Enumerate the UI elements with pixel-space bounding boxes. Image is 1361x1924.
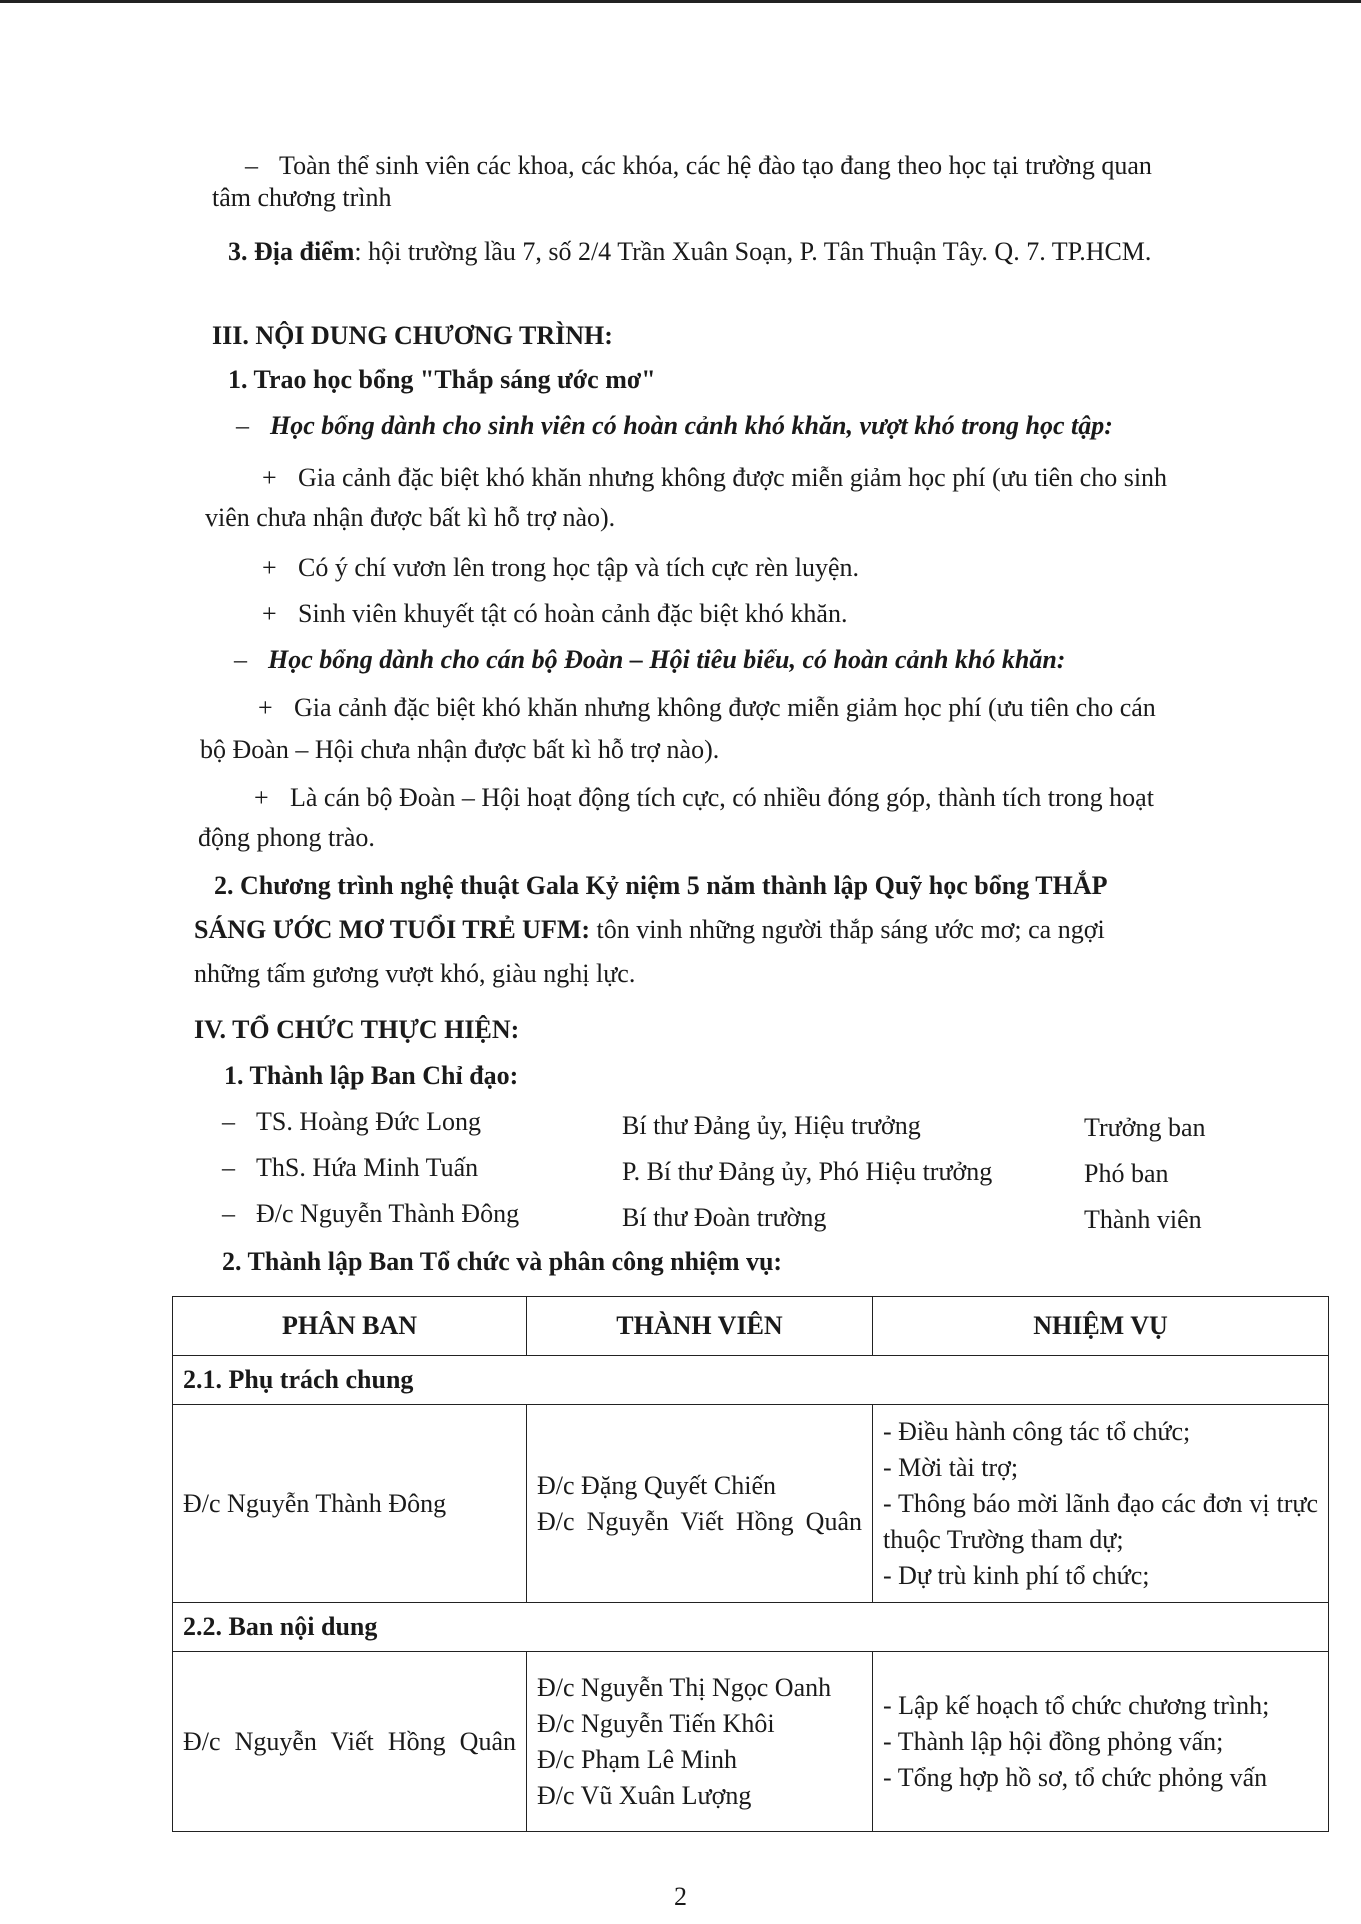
- table-row: [173, 1652, 1329, 1832]
- location-line: 3. Địa điểm: hội trường lầu 7, số 2/4 Trần Xuân Soạn, P. Tân Thuận Tây. Q. 7. TP.HCM.: [228, 237, 1152, 266]
- steering-member-position: P. Bí thư Đảng ủy, Phó Hiệu trưởng: [622, 1157, 993, 1186]
- member-item: Đ/c Nguyễn Thị Ngọc Oanh: [537, 1672, 832, 1702]
- steering-member-role: Thành viên: [1084, 1205, 1202, 1234]
- section-4-heading: IV. TỔ CHỨC THỰC HIỆN:: [194, 1015, 520, 1044]
- task-item: - Dự trù kinh phí tổ chức;: [883, 1560, 1150, 1590]
- item-2-line-cont: những tấm gương vượt khó, giàu nghị lực.: [194, 959, 636, 988]
- member-item: Đ/c Vũ Xuân Lượng: [537, 1780, 752, 1810]
- member-list: [527, 1652, 873, 1832]
- member-item: Đ/c Nguyễn Tiến Khôi: [537, 1708, 775, 1738]
- member-item: Đ/c Đặng Quyết Chiến: [537, 1470, 777, 1500]
- steering-member-position: Bí thư Đảng ủy, Hiệu trưởng: [622, 1111, 921, 1140]
- table-section-row: [173, 1356, 1329, 1405]
- steering-member-role: Trưởng ban: [1084, 1113, 1206, 1142]
- organizing-committee-title: 2. Thành lập Ban Tổ chức và phân công nhiệm vụ:: [222, 1247, 783, 1276]
- member-item: Đ/c Phạm Lê Minh: [537, 1744, 738, 1774]
- criteria-item: + Là cán bộ Đoàn – Hội hoạt động tích cực, có nhiều đóng góp, thành tích trong hoạt: [254, 783, 1154, 812]
- division-lead: Đ/c Nguyễn Thành Đông: [173, 1405, 527, 1603]
- table-row: [173, 1405, 1329, 1603]
- scan-top-border: [0, 0, 1361, 3]
- criteria-item: + Gia cảnh đặc biệt khó khăn nhưng không được miễn giảm học phí (ưu tiên cho cán: [258, 693, 1156, 722]
- task-assignment-table: [172, 1296, 1329, 1832]
- criteria-item-cont: bộ Đoàn – Hội chưa nhận được bất kì hỗ trợ nào).: [200, 735, 720, 764]
- item-2-line: SÁNG ƯỚC MƠ TUỔI TRẺ UFM: tôn vinh những người thắp sáng ước mơ; ca ngợi: [194, 915, 1105, 944]
- scholarship-cadre-title: – Học bổng dành cho cán bộ Đoàn – Hội tiêu biểu, có hoàn cảnh khó khăn:: [234, 645, 1066, 674]
- steering-member-position: Bí thư Đoàn trường: [622, 1203, 827, 1232]
- criteria-item: + Sinh viên khuyết tật có hoàn cảnh đặc biệt khó khăn.: [262, 599, 848, 628]
- page-number: 2: [674, 1882, 687, 1911]
- table-section-row: [173, 1603, 1329, 1652]
- col-header-members: THÀNH VIÊN: [527, 1297, 873, 1356]
- table-header-row: [173, 1297, 1329, 1356]
- section-3-heading: III. NỘI DUNG CHƯƠNG TRÌNH:: [212, 321, 613, 350]
- section-label: 2.1. Phụ trách chung: [173, 1356, 1329, 1405]
- section-label: 2.2. Ban nội dung: [173, 1603, 1329, 1652]
- steering-member-name: – Đ/c Nguyễn Thành Đông: [222, 1199, 520, 1228]
- division-lead: Đ/c Nguyễn Viết Hồng Quân: [173, 1652, 527, 1832]
- criteria-item-cont: động phong trào.: [198, 823, 375, 852]
- criteria-item: + Gia cảnh đặc biệt khó khăn nhưng không được miễn giảm học phí (ưu tiên cho sinh: [262, 463, 1168, 492]
- col-header-tasks: NHIỆM VỤ: [873, 1297, 1329, 1356]
- task-item: - Tổng hợp hồ sơ, tổ chức phỏng vấn: [883, 1762, 1268, 1792]
- scholarship-student-title: – Học bổng dành cho sinh viên có hoàn cảnh khó khăn, vượt khó trong học tập:: [236, 411, 1113, 440]
- criteria-item-cont: viên chưa nhận được bất kì hỗ trợ nào).: [205, 503, 616, 532]
- task-item: - Thông báo mời lãnh đạo các đơn vị trực thuộc Trường tham dự;: [883, 1488, 1318, 1554]
- item-2-title: 2. Chương trình nghệ thuật Gala Kỷ niệm 5 năm thành lập Quỹ học bổng THẮP: [214, 871, 1108, 900]
- task-list: [873, 1652, 1329, 1832]
- task-item: - Mời tài trợ;: [883, 1452, 1019, 1482]
- member-list: [527, 1405, 873, 1603]
- criteria-item: + Có ý chí vươn lên trong học tập và tích cực rèn luyện.: [262, 553, 860, 582]
- steering-member-name: – ThS. Hứa Minh Tuấn: [222, 1153, 479, 1182]
- steering-member-name: – TS. Hoàng Đức Long: [222, 1107, 481, 1136]
- task-item: - Thành lập hội đồng phỏng vấn;: [883, 1726, 1224, 1756]
- task-item: - Lập kế hoạch tổ chức chương trình;: [883, 1690, 1270, 1720]
- audience-line-cont: tâm chương trình: [212, 183, 392, 212]
- col-header-division: PHÂN BAN: [173, 1297, 527, 1356]
- task-item: - Điều hành công tác tổ chức;: [883, 1416, 1191, 1446]
- task-list: [873, 1405, 1329, 1603]
- steering-title: 1. Thành lập Ban Chỉ đạo:: [224, 1061, 519, 1090]
- item-1-title: 1. Trao học bổng "Thắp sáng ước mơ": [228, 365, 656, 394]
- audience-line: – Toàn thể sinh viên các khoa, các khóa, các hệ đào tạo đang theo học tại trường quan: [245, 151, 1152, 180]
- steering-member-role: Phó ban: [1084, 1159, 1169, 1188]
- member-item: Đ/c Nguyễn Viết Hồng Quân: [537, 1506, 862, 1536]
